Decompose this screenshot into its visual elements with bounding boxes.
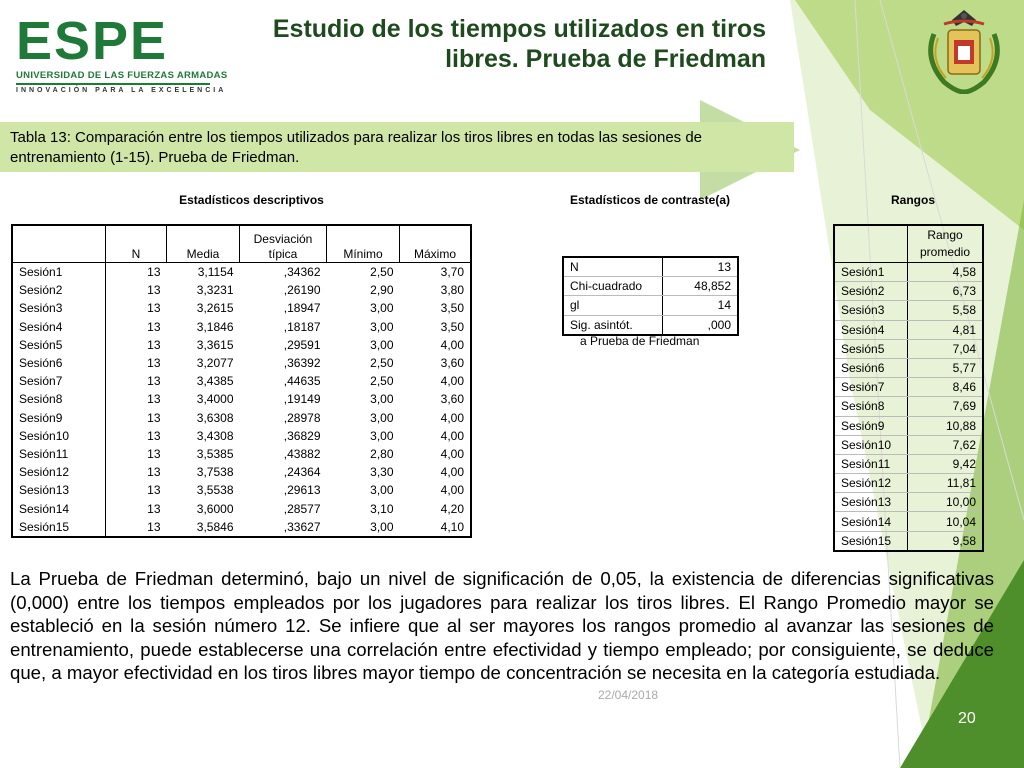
table-row (834, 531, 983, 551)
value-cell: 3,4308 (196, 428, 234, 443)
table-row (834, 339, 983, 358)
value-cell: 2,80 (370, 446, 394, 461)
value-cell: 3,00 (370, 301, 394, 316)
value-cell: 13 (147, 446, 161, 461)
value-cell: 7,69 (908, 397, 984, 416)
row-label-cell: Sesión2 (12, 281, 106, 299)
row-label-cell: Sesión3 (834, 301, 908, 320)
logo-wordmark: ESPE (16, 11, 169, 71)
value-cell: 10,00 (908, 493, 984, 512)
table-row (563, 315, 738, 335)
slide-date: 22/04/2018 (598, 688, 659, 702)
row-label-cell: Sesión2 (834, 282, 908, 301)
value-cell: 14 (663, 296, 739, 315)
table-row (12, 318, 471, 336)
row-label-cell: Sesión12 (12, 463, 106, 481)
page-number: 20 (958, 710, 976, 727)
value-cell: ,34362 (283, 265, 321, 280)
header-cell: Rango promedio (908, 225, 984, 263)
value-cell: 4,00 (440, 374, 464, 389)
header-cell: Máximo (400, 225, 472, 263)
row-label-cell: Sesión5 (12, 336, 106, 354)
row-label-cell: Sesión12 (834, 474, 908, 493)
row-label-cell: Sesión15 (12, 518, 106, 537)
value-cell: 3,5385 (196, 446, 234, 461)
logo-university-name: UNIVERSIDAD DE LAS FUERZAS ARMADAS (16, 70, 228, 81)
header-cell: Media (167, 225, 240, 263)
value-cell: 4,58 (908, 263, 984, 282)
value-cell: 3,50 (440, 319, 464, 334)
value-cell: 3,00 (370, 392, 394, 407)
slide-title (236, 14, 766, 74)
value-cell: 9,58 (952, 533, 976, 548)
row-label-cell: Sesión14 (834, 512, 908, 531)
table-row (12, 409, 471, 427)
row-label-cell: N (563, 257, 663, 277)
row-label-cell: Sesión14 (12, 499, 106, 517)
value-cell: 8,46 (908, 378, 984, 397)
value-cell: 3,5846 (196, 519, 234, 534)
value-cell: 2,50 (370, 374, 394, 389)
value-cell: 13 (147, 337, 161, 352)
value-cell: 4,00 (440, 465, 464, 480)
value-cell: 13 (147, 356, 161, 371)
value-cell: 3,00 (370, 410, 394, 425)
value-cell: ,43882 (283, 446, 321, 461)
value-cell: 3,6000 (196, 501, 234, 516)
value-cell: ,000 (707, 317, 731, 332)
value-cell: 4,00 (440, 410, 464, 425)
header-cell: N (106, 225, 167, 263)
value-cell: 3,50 (440, 301, 464, 316)
value-cell: 13 (147, 428, 161, 443)
coat-of-arms-emblem (924, 4, 1004, 94)
row-label-cell: Sesión13 (12, 481, 106, 499)
table-row (12, 372, 471, 390)
table-row (12, 263, 471, 282)
table-row (834, 416, 983, 435)
value-cell: ,18947 (283, 301, 321, 316)
value-cell: ,44635 (283, 374, 321, 389)
value-cell: 13 (147, 265, 161, 280)
value-cell: 4,20 (440, 501, 464, 516)
value-cell: 13 (147, 465, 161, 480)
value-cell: 7,04 (908, 339, 984, 358)
value-cell: 3,2077 (196, 356, 234, 371)
value-cell: 6,73 (908, 282, 984, 301)
row-label-cell: Sesión5 (834, 339, 908, 358)
value-cell: 3,10 (370, 501, 394, 516)
value-cell: 3,3615 (196, 337, 234, 352)
value-cell: 13 (147, 483, 161, 498)
header-cell (834, 225, 908, 263)
value-cell: 2,50 (370, 356, 394, 371)
table-header-row (834, 225, 983, 263)
table-row (834, 282, 983, 301)
value-cell: 3,60 (440, 356, 464, 371)
table-row (12, 336, 471, 354)
value-cell: 10,88 (908, 416, 984, 435)
table-row (834, 493, 983, 512)
table-row (834, 474, 983, 493)
table-row (834, 397, 983, 416)
row-label-cell: gl (563, 296, 663, 315)
value-cell: 11,81 (908, 474, 984, 493)
row-label-cell: Sesión4 (12, 318, 106, 336)
table-row (834, 263, 983, 282)
value-cell: 3,1846 (196, 319, 234, 334)
value-cell: 3,4385 (196, 374, 234, 389)
table-row (12, 481, 471, 499)
table-row (12, 427, 471, 445)
ranks-table-title: Rangos (890, 193, 935, 207)
row-label-cell: Sesión13 (834, 493, 908, 512)
row-label-cell: Sesión1 (12, 263, 106, 282)
table-row (12, 281, 471, 299)
row-label-cell: Sesión6 (834, 358, 908, 377)
value-cell: ,29591 (283, 337, 321, 352)
contrast-table-title: Estadísticos de contraste(a) (569, 193, 731, 207)
table-row (563, 277, 738, 296)
value-cell: 5,77 (908, 358, 984, 377)
row-label-cell: Sesión9 (834, 416, 908, 435)
espe-logo (16, 11, 228, 94)
logo-divider (16, 83, 210, 85)
contrast-stats-table (562, 256, 739, 336)
value-cell: 3,00 (370, 519, 394, 534)
value-cell: 3,3231 (196, 283, 234, 298)
value-cell: 3,5538 (196, 483, 234, 498)
value-cell: 13 (147, 374, 161, 389)
table-row (834, 378, 983, 397)
table-row (12, 463, 471, 481)
row-label-cell: Sig. asintót. (563, 315, 663, 335)
value-cell: ,36829 (283, 428, 321, 443)
value-cell: ,26190 (283, 283, 321, 298)
row-label-cell: Sesión3 (12, 299, 106, 317)
table-row (834, 301, 983, 320)
value-cell: 13 (147, 501, 161, 516)
value-cell: 10,04 (908, 512, 984, 531)
value-cell: 13 (147, 283, 161, 298)
value-cell: 3,2615 (196, 301, 234, 316)
value-cell: 7,62 (908, 435, 984, 454)
row-label-cell: Sesión15 (834, 531, 908, 551)
value-cell: 4,10 (440, 519, 464, 534)
table-row (12, 445, 471, 463)
header-cell: Desviación típica (240, 225, 327, 263)
value-cell: ,33627 (283, 519, 321, 534)
table-row (834, 358, 983, 377)
value-cell: 3,30 (370, 465, 394, 480)
value-cell: 2,90 (370, 283, 394, 298)
value-cell: ,36392 (283, 356, 321, 371)
value-cell: 4,00 (440, 428, 464, 443)
row-label-cell: Sesión11 (834, 454, 908, 473)
slide-title-line1: Estudio de los tiempos utilizados en tiros (272, 15, 766, 43)
row-label-cell: Sesión10 (834, 435, 908, 454)
table-row (834, 435, 983, 454)
row-label-cell: Sesión4 (834, 320, 908, 339)
row-label-cell: Sesión8 (12, 390, 106, 408)
table-row (12, 390, 471, 408)
value-cell: 3,80 (440, 283, 464, 298)
value-cell: 13 (147, 392, 161, 407)
value-cell: 4,00 (440, 337, 464, 352)
value-cell: 13 (147, 410, 161, 425)
table-header-row (12, 225, 471, 263)
table-caption: Tabla 13: Comparación entre los tiempos utilizados para realizar los tiros libres en todas las sesiones de entrenamiento (1-15). Prueba de Friedman. (10, 129, 703, 166)
value-cell: ,24364 (283, 465, 321, 480)
value-cell: ,29613 (283, 483, 321, 498)
value-cell: 13 (147, 301, 161, 316)
value-cell: 4,81 (908, 320, 984, 339)
value-cell: 9,42 (908, 454, 984, 473)
table-row (12, 499, 471, 517)
table-row (834, 454, 983, 473)
value-cell: 3,1154 (197, 265, 234, 280)
value-cell: 3,6308 (196, 410, 234, 425)
row-label-cell: Sesión9 (12, 409, 106, 427)
value-cell: 13 (663, 257, 739, 277)
contrast-footnote: a Prueba de Friedman (580, 334, 700, 348)
value-cell: 13 (147, 519, 161, 534)
row-label-cell: Sesión7 (12, 372, 106, 390)
table-row (12, 354, 471, 372)
value-cell: 2,50 (370, 265, 394, 280)
header-cell (12, 225, 106, 263)
table-row (12, 299, 471, 317)
row-label-cell: Sesión6 (12, 354, 106, 372)
row-label-cell: Sesión8 (834, 397, 908, 416)
table-row (834, 320, 983, 339)
value-cell: 3,00 (370, 337, 394, 352)
value-cell: 4,00 (440, 446, 464, 461)
value-cell: 3,7538 (196, 465, 234, 480)
value-cell: 3,70 (440, 265, 464, 280)
value-cell: 3,00 (370, 319, 394, 334)
conclusion-paragraph: La Prueba de Friedman determinó, bajo un nivel de significación de 0,05, la existencia de diferencias significativas (0,000) entre los tiempos empleados por los jugadores para realizar los tiros libres. El Rango Promedio mayor se estableció en la sesión número 12. Se infiere que al ser mayores los rangos promedio al avanzar las sesiones de entrenamiento, puede establecerse una correlación entre efectividad y tiempo empleado; por consiguiente, se deduce que, a mayor efectividad en los tiros libres mayor tiempo de concentración se necesita en la categoría estudiada. (10, 568, 994, 683)
value-cell: ,19149 (283, 392, 321, 407)
value-cell: 5,58 (908, 301, 984, 320)
table-row (834, 512, 983, 531)
value-cell: 3,00 (370, 428, 394, 443)
value-cell: 3,4000 (196, 392, 234, 407)
value-cell: ,28577 (283, 501, 321, 516)
header-cell: Mínimo (327, 225, 400, 263)
ranks-table (833, 224, 984, 552)
value-cell: 4,00 (440, 483, 464, 498)
value-cell: ,28978 (283, 410, 321, 425)
descriptive-table-title: Estadísticos descriptivos (179, 193, 324, 207)
row-label-cell: Sesión10 (12, 427, 106, 445)
value-cell: 13 (147, 319, 161, 334)
descriptive-stats-table (11, 224, 472, 538)
value-cell: ,18187 (283, 319, 321, 334)
slide-title-line2: libres. Prueba de Friedman (445, 45, 766, 73)
table-caption-band (0, 122, 794, 172)
value-cell: 3,60 (440, 392, 464, 407)
row-label-cell: Sesión11 (12, 445, 106, 463)
row-label-cell: Sesión1 (834, 263, 908, 282)
row-label-cell: Sesión7 (834, 378, 908, 397)
table-row (563, 296, 738, 315)
table-row (12, 518, 471, 537)
logo-motto: INNOVACIÓN PARA LA EXCELENCIA (16, 87, 227, 94)
table-row (563, 257, 738, 277)
value-cell: 3,00 (370, 483, 394, 498)
value-cell: 48,852 (663, 277, 739, 296)
row-label-cell: Chi-cuadrado (563, 277, 663, 296)
